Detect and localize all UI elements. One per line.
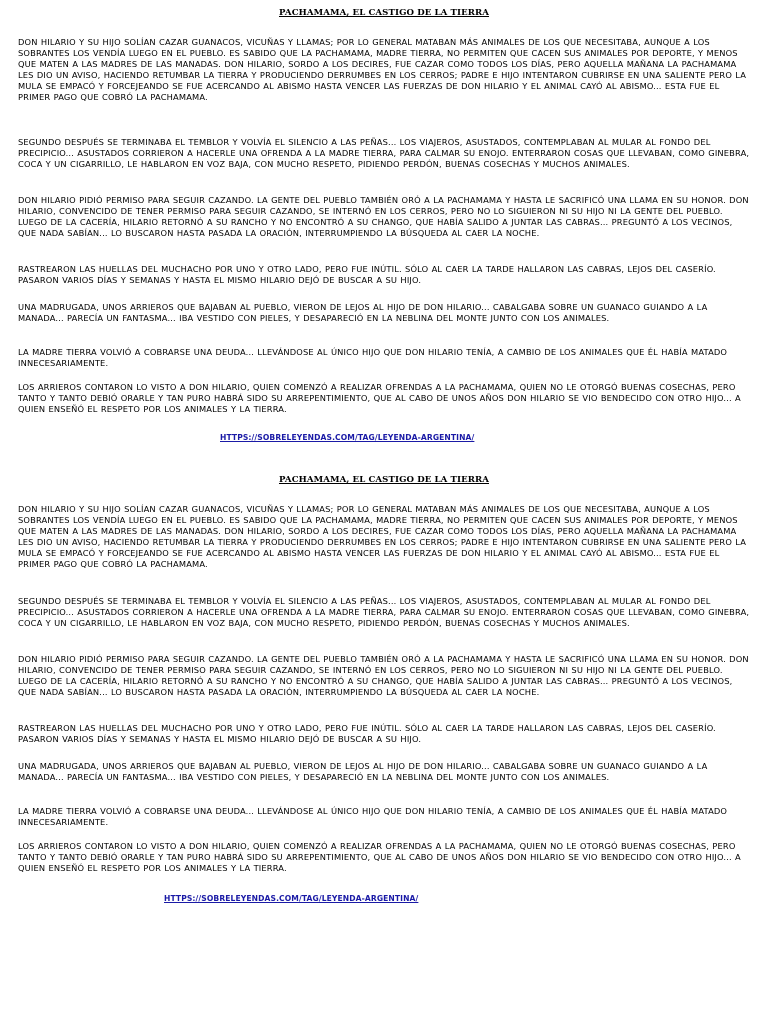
source-link[interactable]: HTTPS://SOBRELEYENDAS.COM/TAG/LEYENDA-ARGENTINA/ [220, 433, 475, 442]
story-paragraph: DON HILARIO PIDIÓ PERMISO PARA SEGUIR CAZANDO. LA GENTE DEL PUEBLO TAMBIÉN ORÓ A LA PACHAMAMA Y HASTA LE SACRIFICÓ UNA LLAMA EN SU HONOR. DON HILARIO, CONVENCIDO DE TENER PERMISO PARA SEGUIR CAZANDO, SE INTERNÓ EN LOS CERROS, PERO NO LO SIGUIERON NI SU HIJO NI LA GENTE DEL PUEBLO. LUEGO DE LA CACERÍA, HILARIO RETORNÓ A SU RANCHO Y NO ENCONTRÓ A SU CHANGO, QUE HABÍA SALIDO A JUNTAR LAS CABRAS... PREGUNTÓ A LOS VECINOS, QUE NADA SABÍAN... LO BUSCARON HASTA PASADA LA ORACIÓN, INTERRUMPIENDO LA BÚSQUEDA AL CAER LA NOCHE. [18, 195, 749, 238]
story-paragraph: LA MADRE TIERRA VOLVIÓ A COBRARSE UNA DEUDA... LLEVÁNDOSE AL ÚNICO HIJO QUE DON HILARIO TENÍA, A CAMBIO DE LOS ANIMALES QUE ÉL HABÍA MATADO INNECESARIAMENTE. [18, 347, 728, 368]
story-paragraph: UNA MADRUGADA, UNOS ARRIEROS QUE BAJABAN AL PUEBLO, VIERON DE LEJOS AL HIJO DE DON HILARIO... CABALGABA SOBRE UN GUANACO GUIANDO A LA MANADA... PARECÍA UN FANTASMA... IBA VESTIDO CON PIELES, Y DESAPARECIÓ EN LA NEBLINA DEL MONTE JUNTO CON LOS ANIMALES. [18, 302, 708, 323]
story-paragraph: LA MADRE TIERRA VOLVIÓ A COBRARSE UNA DEUDA... LLEVÁNDOSE AL ÚNICO HIJO QUE DON HILARIO TENÍA, A CAMBIO DE LOS ANIMALES QUE ÉL HABÍA MATADO INNECESARIAMENTE. [18, 806, 728, 827]
story-paragraph: RASTREARON LAS HUELLAS DEL MUCHACHO POR UNO Y OTRO LADO, PERO FUE INÚTIL. SÓLO AL CAER LA TARDE HALLARON LAS CABRAS, LEJOS DEL CASERÍO. PASARON VARIOS DÍAS Y SEMANAS Y HASTA EL MISMO HILARIO DEJÓ DE BUSCAR A SU HIJO. [18, 723, 716, 744]
story-title: PACHAMAMA, EL CASTIGO DE LA TIERRA [278, 8, 490, 18]
story-paragraph: RASTREARON LAS HUELLAS DEL MUCHACHO POR UNO Y OTRO LADO, PERO FUE INÚTIL. SÓLO AL CAER LA TARDE HALLARON LAS CABRAS, LEJOS DEL CASERÍO. PASARON VARIOS DÍAS Y SEMANAS Y HASTA EL MISMO HILARIO DEJÓ DE BUSCAR A SU HIJO. [18, 264, 716, 285]
story-paragraph: DON HILARIO Y SU HIJO SOLÍAN CAZAR GUANACOS, VICUÑAS Y LLAMAS; POR LO GENERAL MATABAN MÁS ANIMALES DE LOS QUE NECESITABA, AUNQUE A LOS SOBRANTES LOS VENDÍA LUEGO EN EL PUEBLO. ES SABIDO QUE LA PACHAMAMA, MADRE TIERRA, NO PERMITEN QUE CACEN SUS ANIMALES POR DEPORTE, Y MENOS QUE MATEN A LAS MADRES DE LAS MANADAS. DON HILARIO, SORDO A LOS DECIRES, FUE CAZAR COMO TODOS LOS DÍAS, PERO AQUELLA MAÑANA LA PACHAMAMA LES DIO UN AVISO, HACIENDO RETUMBAR LA TIERRA Y PRODUCIENDO DERRUMBES EN LOS CERROS; PADRE E HIJO INTENTARON CUBRIRSE EN UNA SALIENTE PERO LA MULA SE EMPACÓ Y FORCEJEANDO SE FUE ACERCANDO AL ABISMO HASTA VENCER LAS FUERZAS DE DON HILARIO Y EL ANIMAL CAYÓ AL ABISMO... ESTA FUE EL PRIMER PAGO QUE COBRÓ LA PACHAMAMA. [18, 504, 747, 569]
story-paragraph: SEGUNDO DESPUÉS SE TERMINABA EL TEMBLOR Y VOLVÍA EL SILENCIO A LAS PEÑAS... LOS VIAJEROS, ASUSTADOS, CONTEMPLABAN AL MULAR AL FONDO DEL PRECIPICIO... ASUSTADOS CORRIERON A HACERLE UNA OFRENDA A LA MADRE TIERRA, PARA CALMAR SU ENOJO. ENTERRARON COSAS QUE LLEVABAN, COMO GINEBRA, COCA Y UN CIGARRILLO, LE HABLARON EN VOZ BAJA, CON MUCHO RESPETO, PIDIENDO PERDÓN, BUENAS COSECHAS Y MUCHOS ANIMALES. [18, 596, 750, 628]
story-section-2 [18, 467, 750, 906]
story-paragraph: DON HILARIO PIDIÓ PERMISO PARA SEGUIR CAZANDO. LA GENTE DEL PUEBLO TAMBIÉN ORÓ A LA PACHAMAMA Y HASTA LE SACRIFICÓ UNA LLAMA EN SU HONOR. DON HILARIO, CONVENCIDO DE TENER PERMISO PARA SEGUIR CAZANDO, SE INTERNÓ EN LOS CERROS, PERO NO LO SIGUIERON NI SU HIJO NI LA GENTE DEL PUEBLO. LUEGO DE LA CACERÍA, HILARIO RETORNÓ A SU RANCHO Y NO ENCONTRÓ A SU CHANGO, QUE HABÍA SALIDO A JUNTAR LAS CABRAS... PREGUNTÓ A LOS VECINOS, QUE NADA SABÍAN... LO BUSCARON HASTA PASADA LA ORACIÓN, INTERRUMPIENDO LA BÚSQUEDA AL CAER LA NOCHE. [18, 654, 749, 697]
story-paragraph: LOS ARRIEROS CONTARON LO VISTO A DON HILARIO, QUIEN COMENZÓ A REALIZAR OFRENDAS A LA PACHAMAMA, QUIEN NO LE OTORGÓ BUENAS COSECHAS, PERO TANTO Y TANTO DEBIÓ ORARLE Y TAN PURO HABRÁ SIDO SU ARREPENTIMIENTO, QUE AL CABO DE UNOS AÑOS DON HILARIO SE VIO BENDECIDO CON OTRO HIJO... A QUIEN ENSEÑÓ EL RESPETO POR LOS ANIMALES Y LA TIERRA. [18, 841, 741, 873]
story-paragraph: SEGUNDO DESPUÉS SE TERMINABA EL TEMBLOR Y VOLVÍA EL SILENCIO A LAS PEÑAS... LOS VIAJEROS, ASUSTADOS, CONTEMPLABAN AL MULAR AL FONDO DEL PRECIPICIO... ASUSTADOS CORRIERON A HACERLE UNA OFRENDA A LA MADRE TIERRA, PARA CALMAR SU ENOJO. ENTERRARON COSAS QUE LLEVABAN, COMO GINEBRA, COCA Y UN CIGARRILLO, LE HABLARON EN VOZ BAJA, CON MUCHO RESPETO, PIDIENDO PERDÓN, BUENAS COSECHAS Y MUCHOS ANIMALES. [18, 137, 750, 169]
source-link-row [18, 427, 750, 445]
story-paragraph: DON HILARIO Y SU HIJO SOLÍAN CAZAR GUANACOS, VICUÑAS Y LLAMAS; POR LO GENERAL MATABAN MÁS ANIMALES DE LOS QUE NECESITABA, AUNQUE A LOS SOBRANTES LOS VENDÍA LUEGO EN EL PUEBLO. ES SABIDO QUE LA PACHAMAMA, MADRE TIERRA, NO PERMITEN QUE CACEN SUS ANIMALES POR DEPORTE, Y MENOS QUE MATEN A LAS MADRES DE LAS MANADAS. DON HILARIO, SORDO A LOS DECIRES, FUE CAZAR COMO TODOS LOS DÍAS, PERO AQUELLA MAÑANA LA PACHAMAMA LES DIO UN AVISO, HACIENDO RETUMBAR LA TIERRA Y PRODUCIENDO DERRUMBES EN LOS CERROS; PADRE E HIJO INTENTARON CUBRIRSE EN UNA SALIENTE PERO LA MULA SE EMPACÓ Y FORCEJEANDO SE FUE ACERCANDO AL ABISMO HASTA VENCER LAS FUERZAS DE DON HILARIO Y EL ANIMAL CAYÓ AL ABISMO... ESTA FUE EL PRIMER PAGO QUE COBRÓ LA PACHAMAMA. [18, 37, 747, 102]
story-paragraph: LOS ARRIEROS CONTARON LO VISTO A DON HILARIO, QUIEN COMENZÓ A REALIZAR OFRENDAS A LA PACHAMAMA, QUIEN NO LE OTORGÓ BUENAS COSECHAS, PERO TANTO Y TANTO DEBIÓ ORARLE Y TAN PURO HABRÁ SIDO SU ARREPENTIMIENTO, QUE AL CABO DE UNOS AÑOS DON HILARIO SE VIO BENDECIDO CON OTRO HIJO... A QUIEN ENSEÑÓ EL RESPETO POR LOS ANIMALES Y LA TIERRA. [18, 382, 741, 414]
source-link-row [18, 888, 750, 906]
story-title: PACHAMAMA, EL CASTIGO DE LA TIERRA [278, 475, 490, 485]
story-section-1 [18, 0, 750, 445]
source-link[interactable]: HTTPS://SOBRELEYENDAS.COM/TAG/LEYENDA-ARGENTINA/ [164, 894, 419, 903]
story-paragraph: UNA MADRUGADA, UNOS ARRIEROS QUE BAJABAN AL PUEBLO, VIERON DE LEJOS AL HIJO DE DON HILARIO... CABALGABA SOBRE UN GUANACO GUIANDO A LA MANADA... PARECÍA UN FANTASMA... IBA VESTIDO CON PIELES, Y DESAPARECIÓ EN LA NEBLINA DEL MONTE JUNTO CON LOS ANIMALES. [18, 761, 708, 782]
